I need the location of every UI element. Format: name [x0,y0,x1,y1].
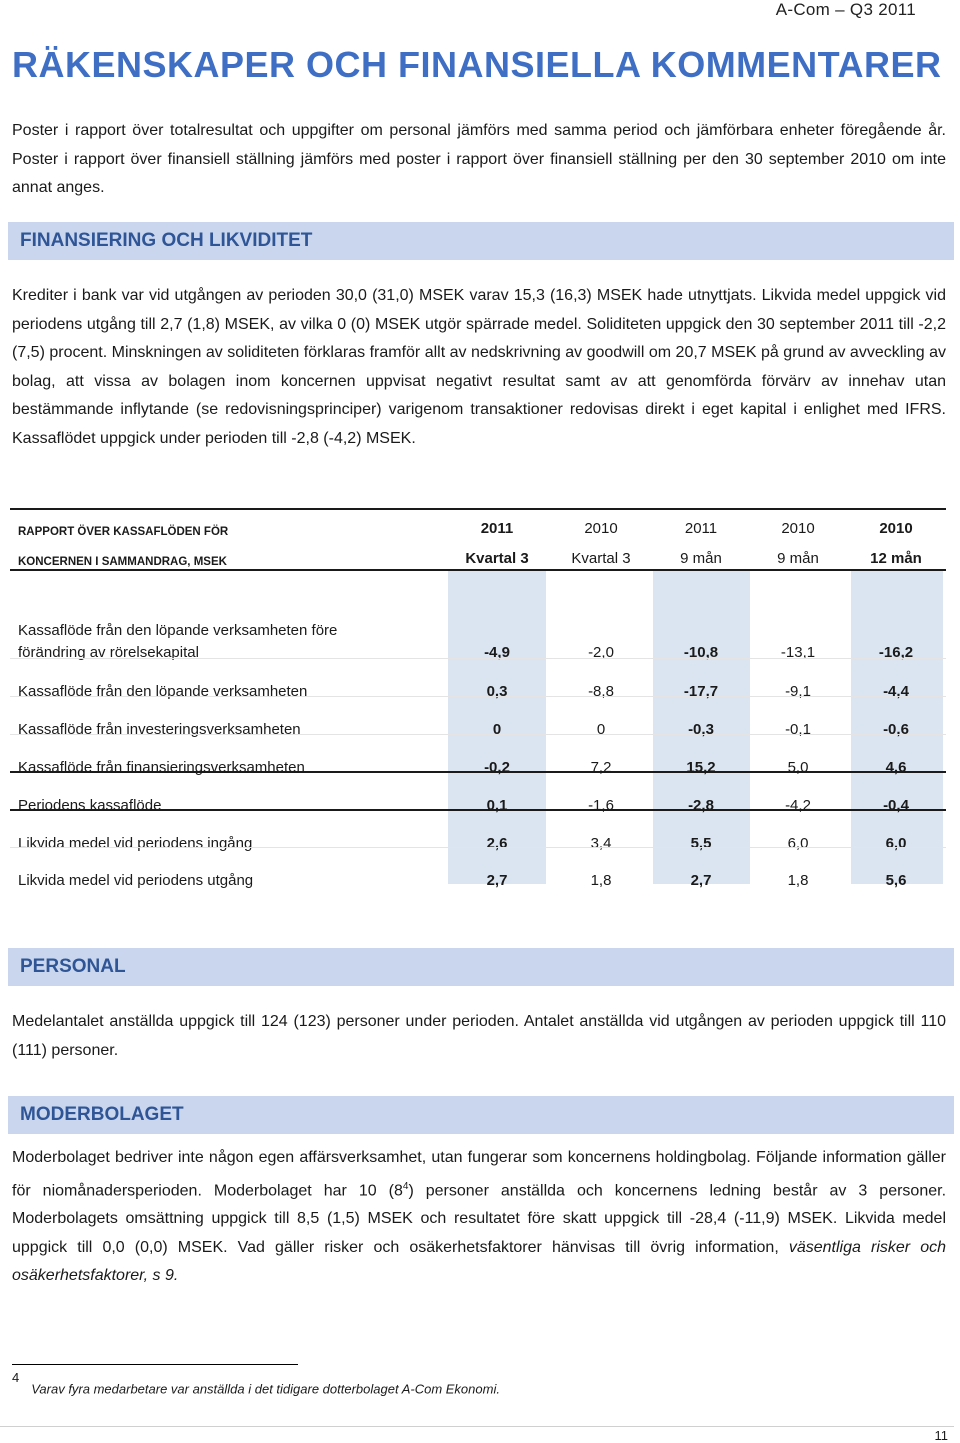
column-year-4: 2010 [781,520,815,537]
table-cell: -17,7 [683,683,719,700]
table-cell: 1,8 [787,872,809,889]
table-cell: 15,2 [686,759,716,776]
table-title-line2: KONCERNEN I SAMMANDRAG, MSEK [18,556,227,568]
column-year-2: 2010 [584,520,618,537]
table-cell: 0 [596,721,606,738]
row-label: Kassaflöde från investeringsverksamheten [18,721,301,738]
column-year-1: 2011 [480,520,514,537]
row-label: Kassaflöde från finansieringsverksamheten [18,759,305,776]
table-cell: -0,3 [688,721,714,738]
section-band-personnel [8,948,954,986]
row-separator [10,734,946,735]
row-label: Kassaflöde från den löpande verksamheten [18,683,308,700]
table-cell: 0 [492,721,502,738]
table-cell: -0,4 [883,797,909,814]
section-heading-financing: FINANSIERING OCH LIKVIDITET [20,230,313,251]
section-band-financing [8,222,954,260]
section-heading-personnel: PERSONAL [20,956,126,977]
table-cell: 7,2 [590,759,612,776]
row-label-continued: förändring av rörelsekapital [18,644,199,661]
column-year-3: 2011 [684,520,718,537]
footer-rule [0,1426,954,1427]
table-cell: 5,6 [885,872,907,889]
table-cell: -2,8 [688,797,714,814]
page-title: RÄKENSKAPER OCH FINANSIELLA KOMMENTARER [12,44,942,85]
column-year-5: 2010 [879,520,913,537]
table-cell: 2,6 [486,835,508,852]
row-label: Likvida medel vid periodens ingång [18,835,253,852]
row-separator [10,771,946,773]
table-cell: -4,2 [785,797,811,814]
row-separator [10,696,946,697]
table-cell: 2,7 [486,872,508,889]
table-cell: -13,1 [780,644,816,661]
table-cell: -0,2 [484,759,510,776]
table-cell: 3,4 [590,835,612,852]
table-cell: 5,0 [787,759,809,776]
table-cell: -4,4 [883,683,909,700]
table-title-line1: RAPPORT ÖVER KASSAFLÖDEN FÖR [18,526,229,538]
row-separator [10,809,946,811]
financing-paragraph: Krediter i bank var vid utgången av perioden 30,0 (31,0) MSEK varav 15,3 (16,3) MSEK hade utnyttjats. Likvida medel uppgick vid periodens utgång till 2,7 (1,8) MSEK, av vilka 0 (0) MSEK utgör spärrade medel. Soliditeten uppgick den 30 september 2011 till -2,2 (7,5) procent. Minskningen av soliditeten förklaras framför allt av nedskrivning av goodwill om 20,7 MSEK på grund av avveckling av bolag, att vissa av bolagen inom koncernen uppvisat negativt resultat samt av att genomförda förvärv av innehav utan bestämmande inflytande (se redovisningsprinciper) varigenom transaktioner redovisas direkt i eget kapital i enlighet med IFRS. Kassaflödet uppgick under perioden till -2,8 (-4,2) MSEK. [12,287,946,447]
section-band-parent [8,1096,954,1134]
table-cell: -2,0 [588,644,614,661]
intro-paragraph: Poster i rapport över totalresultat och uppgifter om personal jämförs med samma period och jämförbara enheter föregående år. Poster i rapport över finansiell ställning jämförs med poster i rapport över finansiell ställning per den 30 september 2010 om inte annat anges. [12,122,946,196]
table-top-rule [10,508,946,510]
table-cell: 1,8 [590,872,612,889]
footnote-reference[interactable]: 4 [402,1180,409,1192]
table-cell: 4,6 [885,759,907,776]
row-label: Kassaflöde från den löpande verksamheten före [18,622,338,639]
table-cell: -9,1 [785,683,811,700]
cashflow-table [8,508,948,888]
row-label: Likvida medel vid periodens utgång [18,872,254,889]
footnote [12,1370,500,1397]
table-cell: -10,8 [683,644,719,661]
table-cell: 6,0 [787,835,809,852]
column-period-4: 9 mån [777,550,819,567]
parent-text-b: ) personer anställda och koncernens ledning består av 3 personer. Moderbolagets omsättning uppgick till 8,5 (1,5) MSEK och resultatet före skatt uppgick till -28,4 (-11,9) MSEK. Likvida medel uppgick till 0,0 (0,0) MSEK. Vad gäller risker och osäkerhetsfaktorer hänvisas till övrig information, [12,1181,947,1256]
table-cell: 6,0 [885,835,907,852]
row-label: Periodens kassaflöde [18,797,162,814]
parent-paragraph [12,1144,946,1291]
parent-text-italic: väsentliga risker och osäkerhetsfaktorer, s 9. [12,1238,946,1285]
page-number: 11 [934,1428,948,1443]
column-period-2: Kvartal 3 [571,550,631,567]
table-cell: -1,6 [588,797,614,814]
table-cell: 0,3 [486,683,508,700]
table-cell: -0,6 [883,721,909,738]
document-header-label: A-Com – Q3 2011 [775,0,916,19]
column-period-3: 9 mån [680,550,722,567]
table-cell: 0,1 [486,797,508,814]
footnote-text: Varav fyra medarbetare var anställda i det tidigare dotterbolaget A-Com Ekonomi. [31,1381,500,1397]
table-cell: -16,2 [878,644,914,661]
column-period-1: Kvartal 3 [465,550,529,567]
personnel-paragraph: Medelantalet anställda uppgick till 124 (123) personer under perioden. Antalet anställda vid utgången av perioden uppgick till 110 (111) personer. [12,1013,946,1059]
table-cell: 2,7 [690,872,712,889]
footnote-number: 4 [12,1370,20,1385]
footnote-rule [12,1364,298,1365]
table-cell: -4,9 [484,644,510,661]
parent-text-a: Moderbolaget bedriver inte någon egen affärsverksamhet, utan fungerar som koncernens holdingbolag. Följande information gäller för niomånadersperioden. Moderbolaget har 10 (8 [12,1149,946,1199]
table-cell: -0,1 [785,721,811,738]
table-cell: -8,8 [588,683,614,700]
row-separator [10,658,946,659]
row-separator [10,847,946,848]
table-header-rule [10,569,946,571]
table-cell: 5,5 [690,835,712,852]
column-period-5: 12 mån [870,550,922,567]
section-heading-parent: MODERBOLAGET [20,1104,184,1125]
